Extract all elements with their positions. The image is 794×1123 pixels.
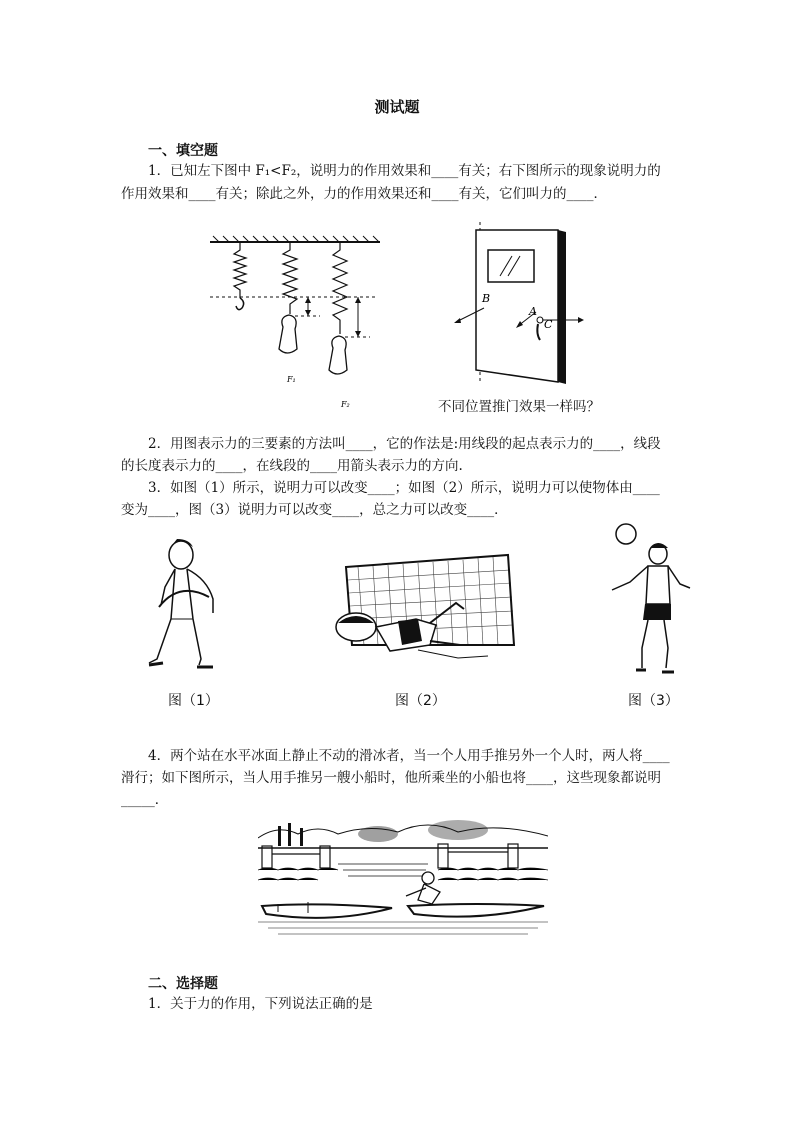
q4-line3: _____． [121,792,169,808]
choice-q1: 1．关于力的作用，下列说法正确的是 [148,996,373,1012]
figure3-caption: 图（3） [628,693,679,709]
figure2-caption: 图（2） [395,693,446,709]
q1-line1: 1．已知左下图中 F₁<F₂，说明力的作用效果和____有关；右下图所示的现象说明力的 [148,163,661,179]
figure3-boy-with-ball [600,522,700,677]
q2-line1: 2．用图表示力的三要素的方法叫____，它的作法是:用线段的起点表示力的____，线段 [148,436,661,452]
door-label-c: C [544,318,553,331]
spring-label-f1: F₁ [287,375,296,384]
q3-line2: 变为____，图（3）说明力可以改变____，总之力可以改变____． [121,502,508,518]
section-choice-heading: 二、选择题 [148,976,218,992]
q4-line2: 滑行；如下图所示，当人用手推另一艘小船时，他所乘坐的小船也将____，这些现象都说明 [121,770,661,786]
q2-line2: 的长度表示力的____，在线段的____用箭头表示力的方向. [121,458,463,474]
figure1-bending-stick [145,535,235,675]
springs-figure [205,232,385,412]
figure2-goalkeeper [318,545,528,670]
door-label-b: B [482,292,491,305]
figure1-caption: 图（1） [168,693,219,709]
door-figure [440,222,590,392]
q4-line1: 4．两个站在水平冰面上静止不动的滑冰者，当一个人用手推另外一个人时，两人将____ [148,748,670,764]
door-caption: 不同位置推门效果一样吗？ [438,399,600,415]
section-fill-blank-heading: 一、填空题 [148,143,218,159]
page-title: 测试题 [374,98,420,116]
spring-label-f2: F₂ [341,400,350,409]
boat-scene-figure [258,818,548,938]
q3-line1: 3．如图（1）所示，说明力可以改变____；如图（2）所示，说明力可以使物体由____ [148,480,660,496]
door-label-a: A [529,305,537,318]
q1-line2: 作用效果和____有关；除此之外，力的作用效果还和____有关，它们叫力的____． [121,186,607,202]
